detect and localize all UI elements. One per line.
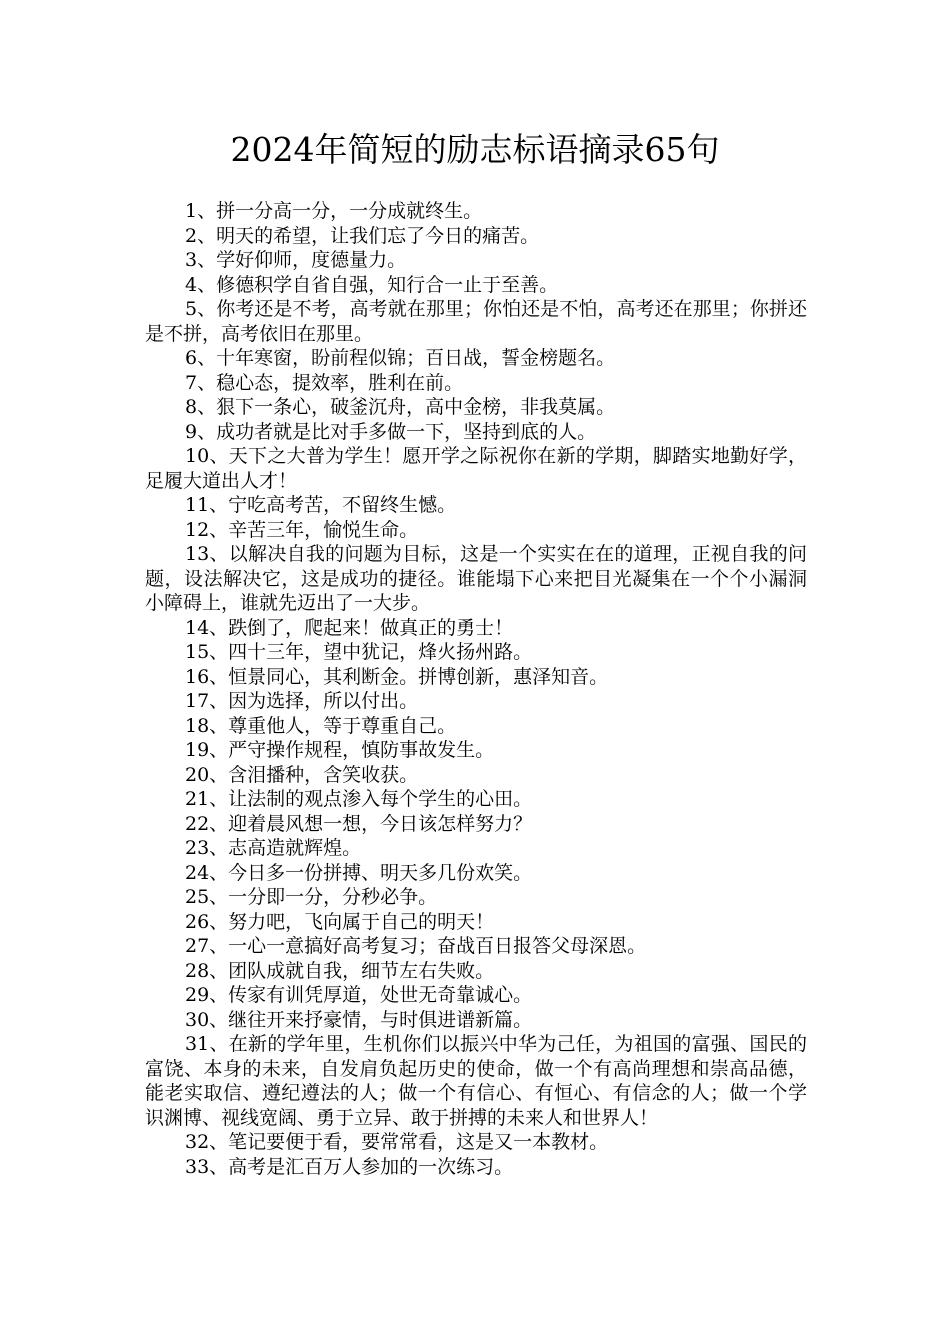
slogan-item: 14、跌倒了，爬起来！做真正的勇士！ bbox=[185, 616, 514, 639]
slogan-item: 8、狠下一条心，破釜沉舟，高中金榜，非我莫属。 bbox=[185, 396, 616, 418]
slogan-item: 24、今日多一份拼搏、明天多几份欢笑。 bbox=[185, 861, 533, 884]
document-title: 2024年简短的励志标语摘录65句 bbox=[230, 130, 720, 169]
slogan-item: 13、以解决自我的问题为目标，这是一个实实在在的道理，正视自我的问题，设法解决它，这是成功的捷径。谁能塌下心来把目光凝集在一个个小漏洞小障碍上，谁就先迈出了一大步。 bbox=[145, 543, 807, 614]
slogan-item: 30、继往开来抒豪情，与时俱进谱新篇。 bbox=[185, 1008, 533, 1031]
slogan-item: 31、在新的学年里，生机你们以振兴中华为己任，为祖国的富强、国民的富饶、本身的未来，自发肩负起历史的使命，做一个有高尚理想和崇高品德，能老实取信、遵纪遵法的人；做一个有信心、有恒心、有信念的人；做一个学识渊博、视线宽阔、勇于立异、敢于拼搏的未来人和世界人！ bbox=[145, 1033, 807, 1129]
slogan-item: 19、严守操作规程，慎防事故发生。 bbox=[185, 739, 495, 761]
slogan-item: 11、宁吃高考苦，不留终生憾。 bbox=[185, 494, 457, 516]
slogan-item: 21、让法制的观点渗入每个学生的心田。 bbox=[185, 788, 533, 810]
slogan-item: 7、稳心态，提效率，胜利在前。 bbox=[185, 371, 464, 394]
slogan-item: 12、辛苦三年，愉悦生命。 bbox=[185, 518, 419, 541]
slogan-list bbox=[145, 199, 807, 1179]
slogan-item: 3、学好仰师，度德量力。 bbox=[185, 249, 407, 271]
slogan-item: 9、成功者就是比对手多做一下，坚持到底的人。 bbox=[185, 420, 597, 443]
slogan-item: 6、十年寒窗，盼前程似锦；百日战，誓金榜题名。 bbox=[185, 347, 616, 369]
slogan-item: 17、因为选择，所以付出。 bbox=[185, 690, 419, 712]
slogan-item: 28、团队成就自我，细节左右失败。 bbox=[185, 959, 495, 982]
slogan-item: 26、努力吧，飞向属于自己的明天！ bbox=[185, 910, 495, 933]
slogan-item: 4、修德积学自省自强，知行合一止于至善。 bbox=[185, 273, 559, 296]
slogan-item: 10、天下之大普为学生！愿开学之际祝你在新的学期，脚踏实地勤好学，足履大道出人才！ bbox=[145, 445, 807, 492]
slogan-item: 33、高考是汇百万人参加的一次练习。 bbox=[185, 1155, 514, 1178]
slogan-item: 5、你考还是不考，高考就在那里；你怕还是不怕，高考还在那里；你拼还是不拼，高考依旧在那里。 bbox=[145, 298, 807, 345]
slogan-item: 1、拼一分高一分，一分成就终生。 bbox=[185, 200, 483, 222]
slogan-item: 16、恒景同心，其利断金。拼博创新，惠泽知音。 bbox=[185, 665, 609, 688]
slogan-item: 18、尊重他人，等于尊重自己。 bbox=[185, 714, 457, 737]
slogan-item: 29、传家有训凭厚道，处世无奇靠诚心。 bbox=[185, 984, 533, 1006]
slogan-item: 2、明天的希望，让我们忘了今日的痛苦。 bbox=[185, 224, 540, 247]
slogan-item: 27、一心一意搞好高考复习；奋战百日报答父母深恩。 bbox=[185, 935, 647, 957]
slogan-item: 25、一分即一分，分秒必争。 bbox=[185, 886, 438, 908]
slogan-item: 20、含泪播种，含笑收获。 bbox=[185, 763, 419, 786]
slogan-item: 32、笔记要便于看，要常常看，这是又一本教材。 bbox=[185, 1131, 609, 1153]
slogan-item: 15、四十三年，望中犹记，烽火扬州路。 bbox=[185, 641, 533, 663]
slogan-item: 22、迎着晨风想一想，今日该怎样努力？ bbox=[185, 812, 533, 835]
slogan-item: 23、志高造就辉煌。 bbox=[185, 837, 362, 859]
